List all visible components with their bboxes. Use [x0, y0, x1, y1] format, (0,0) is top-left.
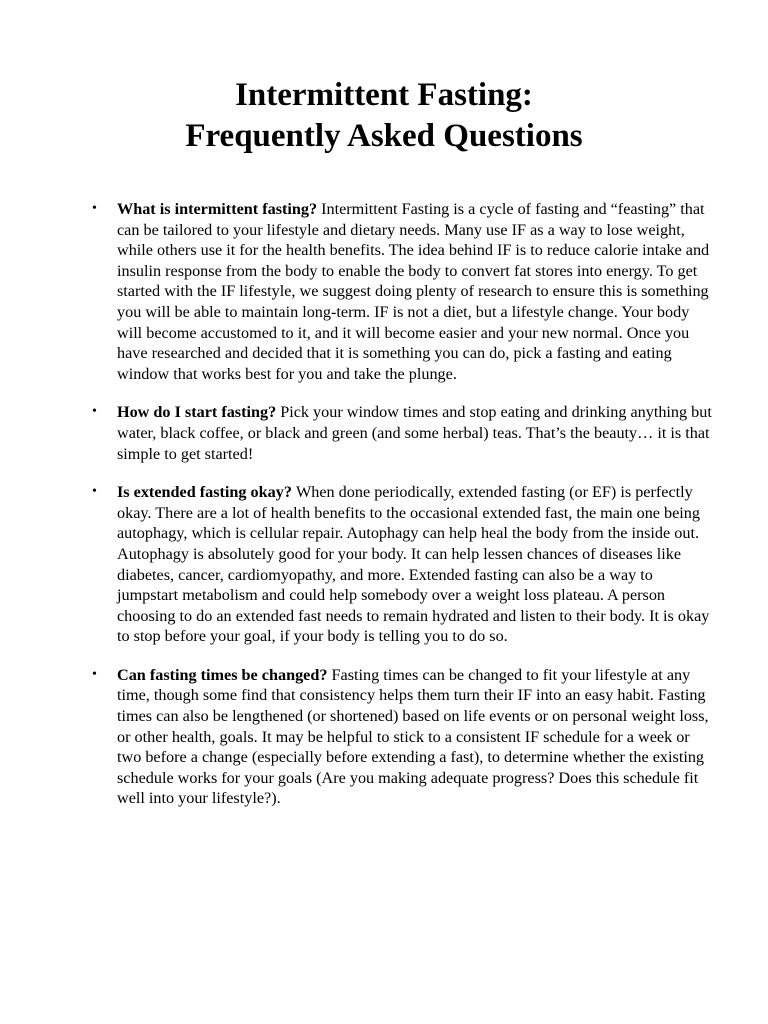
bullet-icon: •	[92, 201, 97, 216]
faq-question: How do I start fasting?	[117, 403, 281, 422]
bullet-icon: •	[92, 404, 97, 420]
faq-item	[86, 482, 712, 647]
page-title	[0, 75, 768, 157]
faq-answer: When done periodically, extended fasting (or EF) is perfectly okay. There are a lot of health benefits to the occasional extended fast, the main one being autophagy, which is cellular repair. Autophagy can help heal the body from the inside out. Autophagy is absolutely good for your body. It can help lessen chances of diseases like diabetes, cancer, cardiomyopathy, and more. Extended fasting can also be a way to jumpstart metabolism and could help somebody over a weight loss plateau. A person choosing to do an extended fast needs to remain hydrated and listen to their body. It is okay to stop before your goal, if your body is telling you to do so.	[117, 483, 710, 646]
bullet-icon: •	[92, 484, 97, 500]
faq-question: Can fasting times be changed?	[117, 665, 332, 684]
faq-item	[86, 402, 712, 464]
faq-item	[86, 665, 712, 809]
faq-answer: Intermittent Fasting is a cycle of fasting and “feasting” that can be tailored to your lifestyle and dietary needs. Many use IF as a way to lose weight, while others use it for the health benefits. The idea behind IF is to reduce calorie intake and insulin response from the body to enable the body to convert fat stores into energy. To get started with the IF lifestyle, we suggest doing plenty of research to ensure this is something you will be able to maintain long-term. IF is not a diet, but a lifestyle change. Your body will become accustomed to it, and it will become easier and your new normal. Once you have researched and decided that it is something you can do, pick a fasting and eating window that works best for you and take the plunge.	[117, 200, 710, 383]
faq-answer: Fasting times can be changed to fit your lifestyle at any time, though some find that consistency helps them turn their IF into an easy habit. Fasting times can also be lengthened (or shortened) based on life events or on personal weight loss, or other health, goals. It may be helpful to stick to a consistent IF schedule for a week or two before a change (especially before extending a fast), to determine whether the existing schedule works for your goals (Are you making adequate progress? Does this schedule fit well into your lifestyle?).	[117, 665, 709, 808]
faq-answer: Pick your window times and stop eating and drinking anything but water, black coffee, or black and green (and some herbal) teas. That’s the beauty… it is that simple to get started!	[117, 403, 712, 463]
bullet-icon: •	[92, 666, 97, 682]
title-line-1: Intermittent Fasting:	[235, 77, 533, 113]
faq-item	[86, 199, 712, 384]
faq-list	[86, 199, 712, 827]
faq-question: What is intermittent fasting?	[117, 200, 322, 218]
title-line-2: Frequently Asked Questions	[185, 118, 583, 154]
faq-question: Is extended fasting okay?	[117, 483, 296, 502]
